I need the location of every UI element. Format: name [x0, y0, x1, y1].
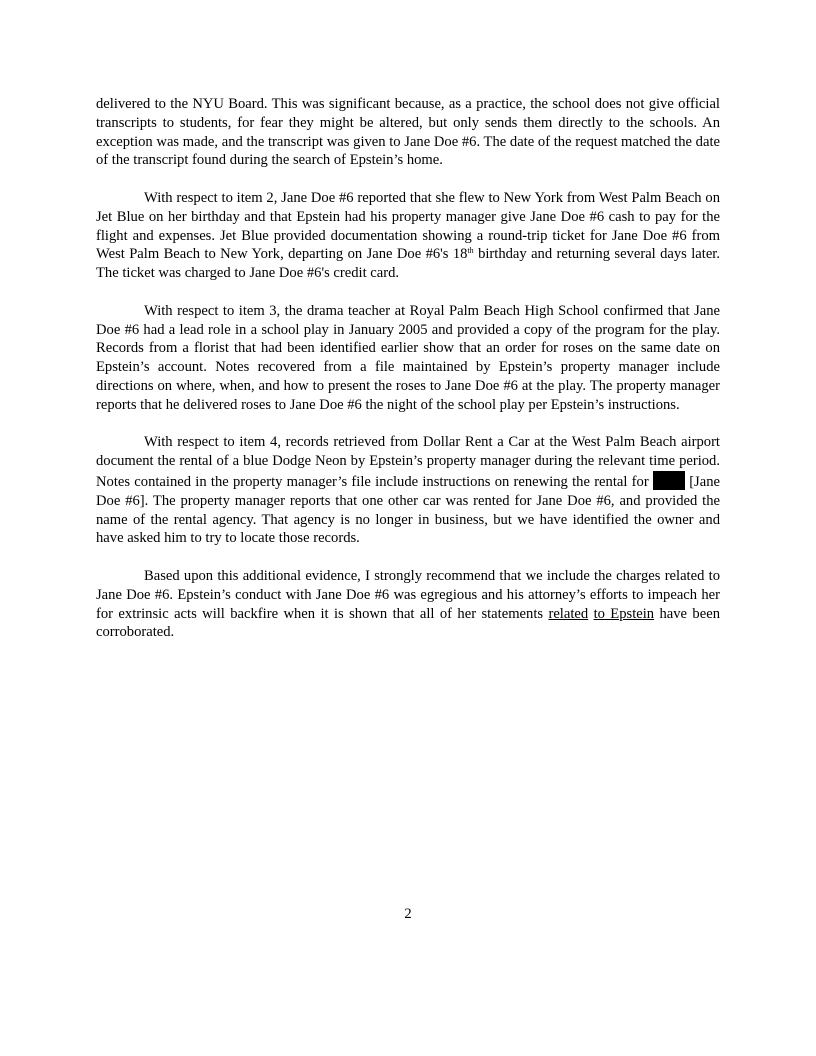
paragraph-transcript: delivered to the NYU Board. This was significant because, as a practice, the school does not give official transcripts to students, for fear they might be altered, but only sends them directly to the schools. An exception was made, and the transcript was given to Jane Doe #6. The date of the request matched the date of the transcript found during the search of Epstein’s home.	[96, 96, 720, 169]
paragraph-item-3: With respect to item 3, the drama teacher at Royal Palm Beach High School confirmed that Jane Doe #6 had a lead role in a school play in January 2005 and provided a copy of the program for the play. Records from a florist that had been identified earlier show that an order for roses on the same date on Epstein’s account. Notes recovered from a file maintained by Epstein’s property manager include directions on where, when, and how to present the roses to Jane Doe #6 at the play. The property manager reports that he delivered roses to Jane Doe #6 the night of the school play per Epstein’s instructions.	[96, 302, 720, 413]
item-2-text: With respect to item 2, Jane Doe #6 reported that she flew to New York from West Palm Beach on Jet Blue on her birthday and that Epstein had his property manager give Jane Doe #6 cash to pay for the flight and expenses. Jet Blue provided documentation showing a round-trip ticket for Jane Doe #6 from West Palm Beach to New York, departing on Jane Doe #6's 18	[96, 189, 720, 263]
recommendation-end: have been corroborated.	[96, 605, 720, 641]
paragraph-recommendation	[96, 567, 720, 642]
item-2-text-continued: birthday and returning several days later. The ticket was charged to Jane Doe #6's credit card.	[96, 246, 721, 282]
item-4-text: With respect to item 4, records retrieved from Dollar Rent a Car at the West Palm Beach airport document the rental of a blue Dodge Neon by Epstein’s property manager during the relevant time period. Notes contained in the property manager’s file include instructions on renewing the rental for	[96, 434, 720, 490]
paragraph-item-4	[96, 433, 720, 548]
paragraph-item-2	[96, 189, 720, 283]
item-4-text-continued: [Jane Doe #6]. The property manager reports that one other car was rented for Jane Doe #6, and provided the name of the rental agency. That agency is no longer in business, but we have identified the owner and have asked him to try to locate those records.	[96, 473, 720, 547]
ordinal-superscript: th	[467, 246, 474, 256]
underlined-related: related	[548, 605, 589, 622]
underlined-to-epstein: to Epstein	[593, 605, 655, 622]
document-body	[96, 95, 720, 661]
page-number: 2	[404, 906, 412, 922]
recommendation-text: Based upon this additional evidence, I strongly recommend that we include the charges related to Jane Doe #6. Epstein’s conduct with Jane Doe #6 was egregious and his attorney’s efforts to impeach her for extrinsic acts will backfire when it is shown that all of her statements	[96, 567, 720, 622]
redaction-box	[653, 471, 685, 490]
